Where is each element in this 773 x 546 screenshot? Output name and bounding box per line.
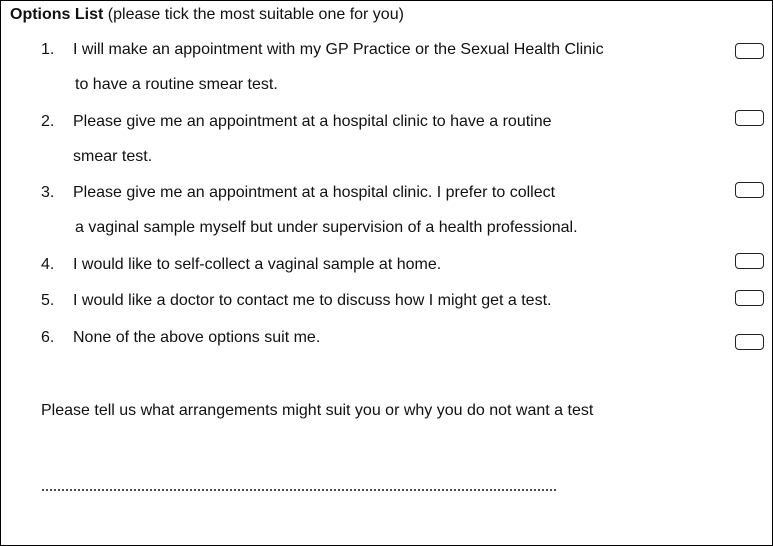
free-text-answer-line[interactable] — [41, 489, 557, 491]
option-2-number: 2. — [41, 113, 55, 130]
option-1-checkbox[interactable] — [735, 43, 764, 59]
option-6-number: 6. — [41, 329, 55, 346]
option-3-checkbox[interactable] — [735, 182, 764, 198]
form-title: Options List — [10, 6, 104, 23]
option-4-checkbox[interactable] — [735, 253, 764, 269]
option-4-number: 4. — [41, 256, 55, 273]
option-5-text-line-1: I would like a doctor to contact me to discuss how I might get a test. — [73, 292, 552, 309]
option-6-checkbox[interactable] — [735, 334, 764, 350]
option-2-checkbox[interactable] — [735, 110, 764, 126]
option-5-number: 5. — [41, 292, 55, 309]
free-text-prompt: Please tell us what arrangements might suit you or why you do not want a test — [41, 402, 594, 419]
option-6-text-line-1: None of the above options suit me. — [73, 329, 321, 346]
option-3-text-line-2: a vaginal sample myself but under supervision of a health professional. — [75, 219, 578, 236]
form-header — [10, 5, 404, 25]
option-1-number: 1. — [41, 41, 55, 58]
option-3-text-line-1: Please give me an appointment at a hospital clinic. I prefer to collect — [73, 184, 556, 201]
option-1-text-line-1: I will make an appointment with my GP Practice or the Sexual Health Clinic — [73, 41, 604, 58]
option-3-number: 3. — [41, 184, 55, 201]
option-5-checkbox[interactable] — [735, 290, 764, 306]
option-1-text-line-2: to have a routine smear test. — [75, 76, 278, 93]
option-4-text-line-1: I would like to self-collect a vaginal sample at home. — [73, 256, 442, 273]
form-instruction: (please tick the most suitable one for you) — [107, 6, 404, 23]
option-2-text-line-2: smear test. — [73, 148, 153, 165]
option-2-text-line-1: Please give me an appointment at a hospital clinic to have a routine — [73, 113, 552, 130]
